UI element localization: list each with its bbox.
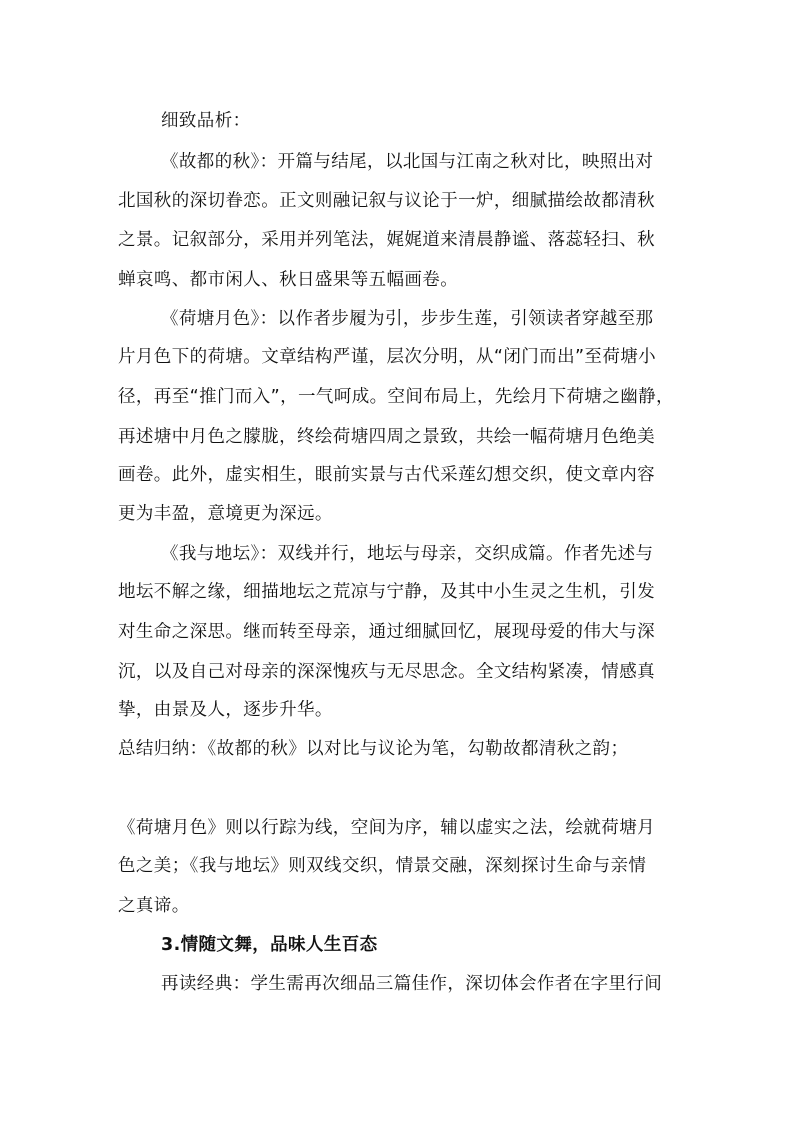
text-line: 之真谛。	[118, 896, 190, 916]
text-line: 更为丰盈，意境更为深远。	[118, 504, 333, 524]
text-line: 对生命之深思。继而转至母亲，通过细腻回忆，展现母爱的伟大与深	[118, 622, 655, 642]
text-line: 沉，以及自己对母亲的深深愧疚与无尽思念。全文结构紧凑，情感真	[118, 662, 655, 682]
text-line: 之景。记叙部分，采用并列笔法，娓娓道来清晨静谧、落蕊轻扫、秋	[118, 230, 655, 250]
text-line: 《荷塘月色》：以作者步履为引，步步生莲，引领读者穿越至那	[161, 309, 654, 329]
text-line: 细致品析：	[161, 111, 251, 131]
text-line: 地坛不解之缘，细描地坛之荒凉与宁静，及其中小生灵之生机，引发	[118, 582, 655, 602]
text-line: 《荷塘月色》则以行踪为线，空间为序，辅以虚实之法，绘就荷塘月	[118, 818, 655, 838]
text-line: 再述塘中月色之朦胧，终绘荷塘四周之景致，共绘一幅荷塘月色绝美	[118, 427, 655, 447]
section-heading: 3.情随文舞，品味人生百态	[161, 935, 378, 955]
text-line: 总结归纳：《故都的秋》以对比与议论为笔，勾勒故都清秋之韵；	[118, 739, 629, 759]
text-line: 蝉哀鸣、都市闲人、秋日盛果等五幅画卷。	[118, 270, 459, 290]
text-line: 北国秋的深切眷恋。正文则融记叙与议论于一炉，细腻描绘故都清秋	[118, 191, 655, 211]
text-line: 画卷。此外，虚实相生，眼前实景与古代采莲幻想交织，使文章内容	[118, 465, 655, 485]
text-line: 再读经典：学生需再次细品三篇佳作，深切体会作者在字里行间	[161, 974, 663, 994]
text-line: 《故都的秋》：开篇与结尾，以北国与江南之秋对比，映照出对	[161, 152, 654, 172]
text-line: 片月色下的荷塘。文章结构严谨，层次分明，从“闭门而出”至荷塘小	[118, 347, 657, 367]
text-line: 径，再至“推门而入”，一气呵成。空间布局上，先绘月下荷塘之幽静，	[118, 387, 674, 407]
text-line: 色之美；《我与地坛》则双线交织，情景交融，深刻探讨生命与亲情	[118, 856, 647, 876]
text-line: 《我与地坛》：双线并行，地坛与母亲，交织成篇。作者先述与	[161, 544, 654, 564]
text-line: 挚，由景及人，逐步升华。	[118, 700, 333, 720]
